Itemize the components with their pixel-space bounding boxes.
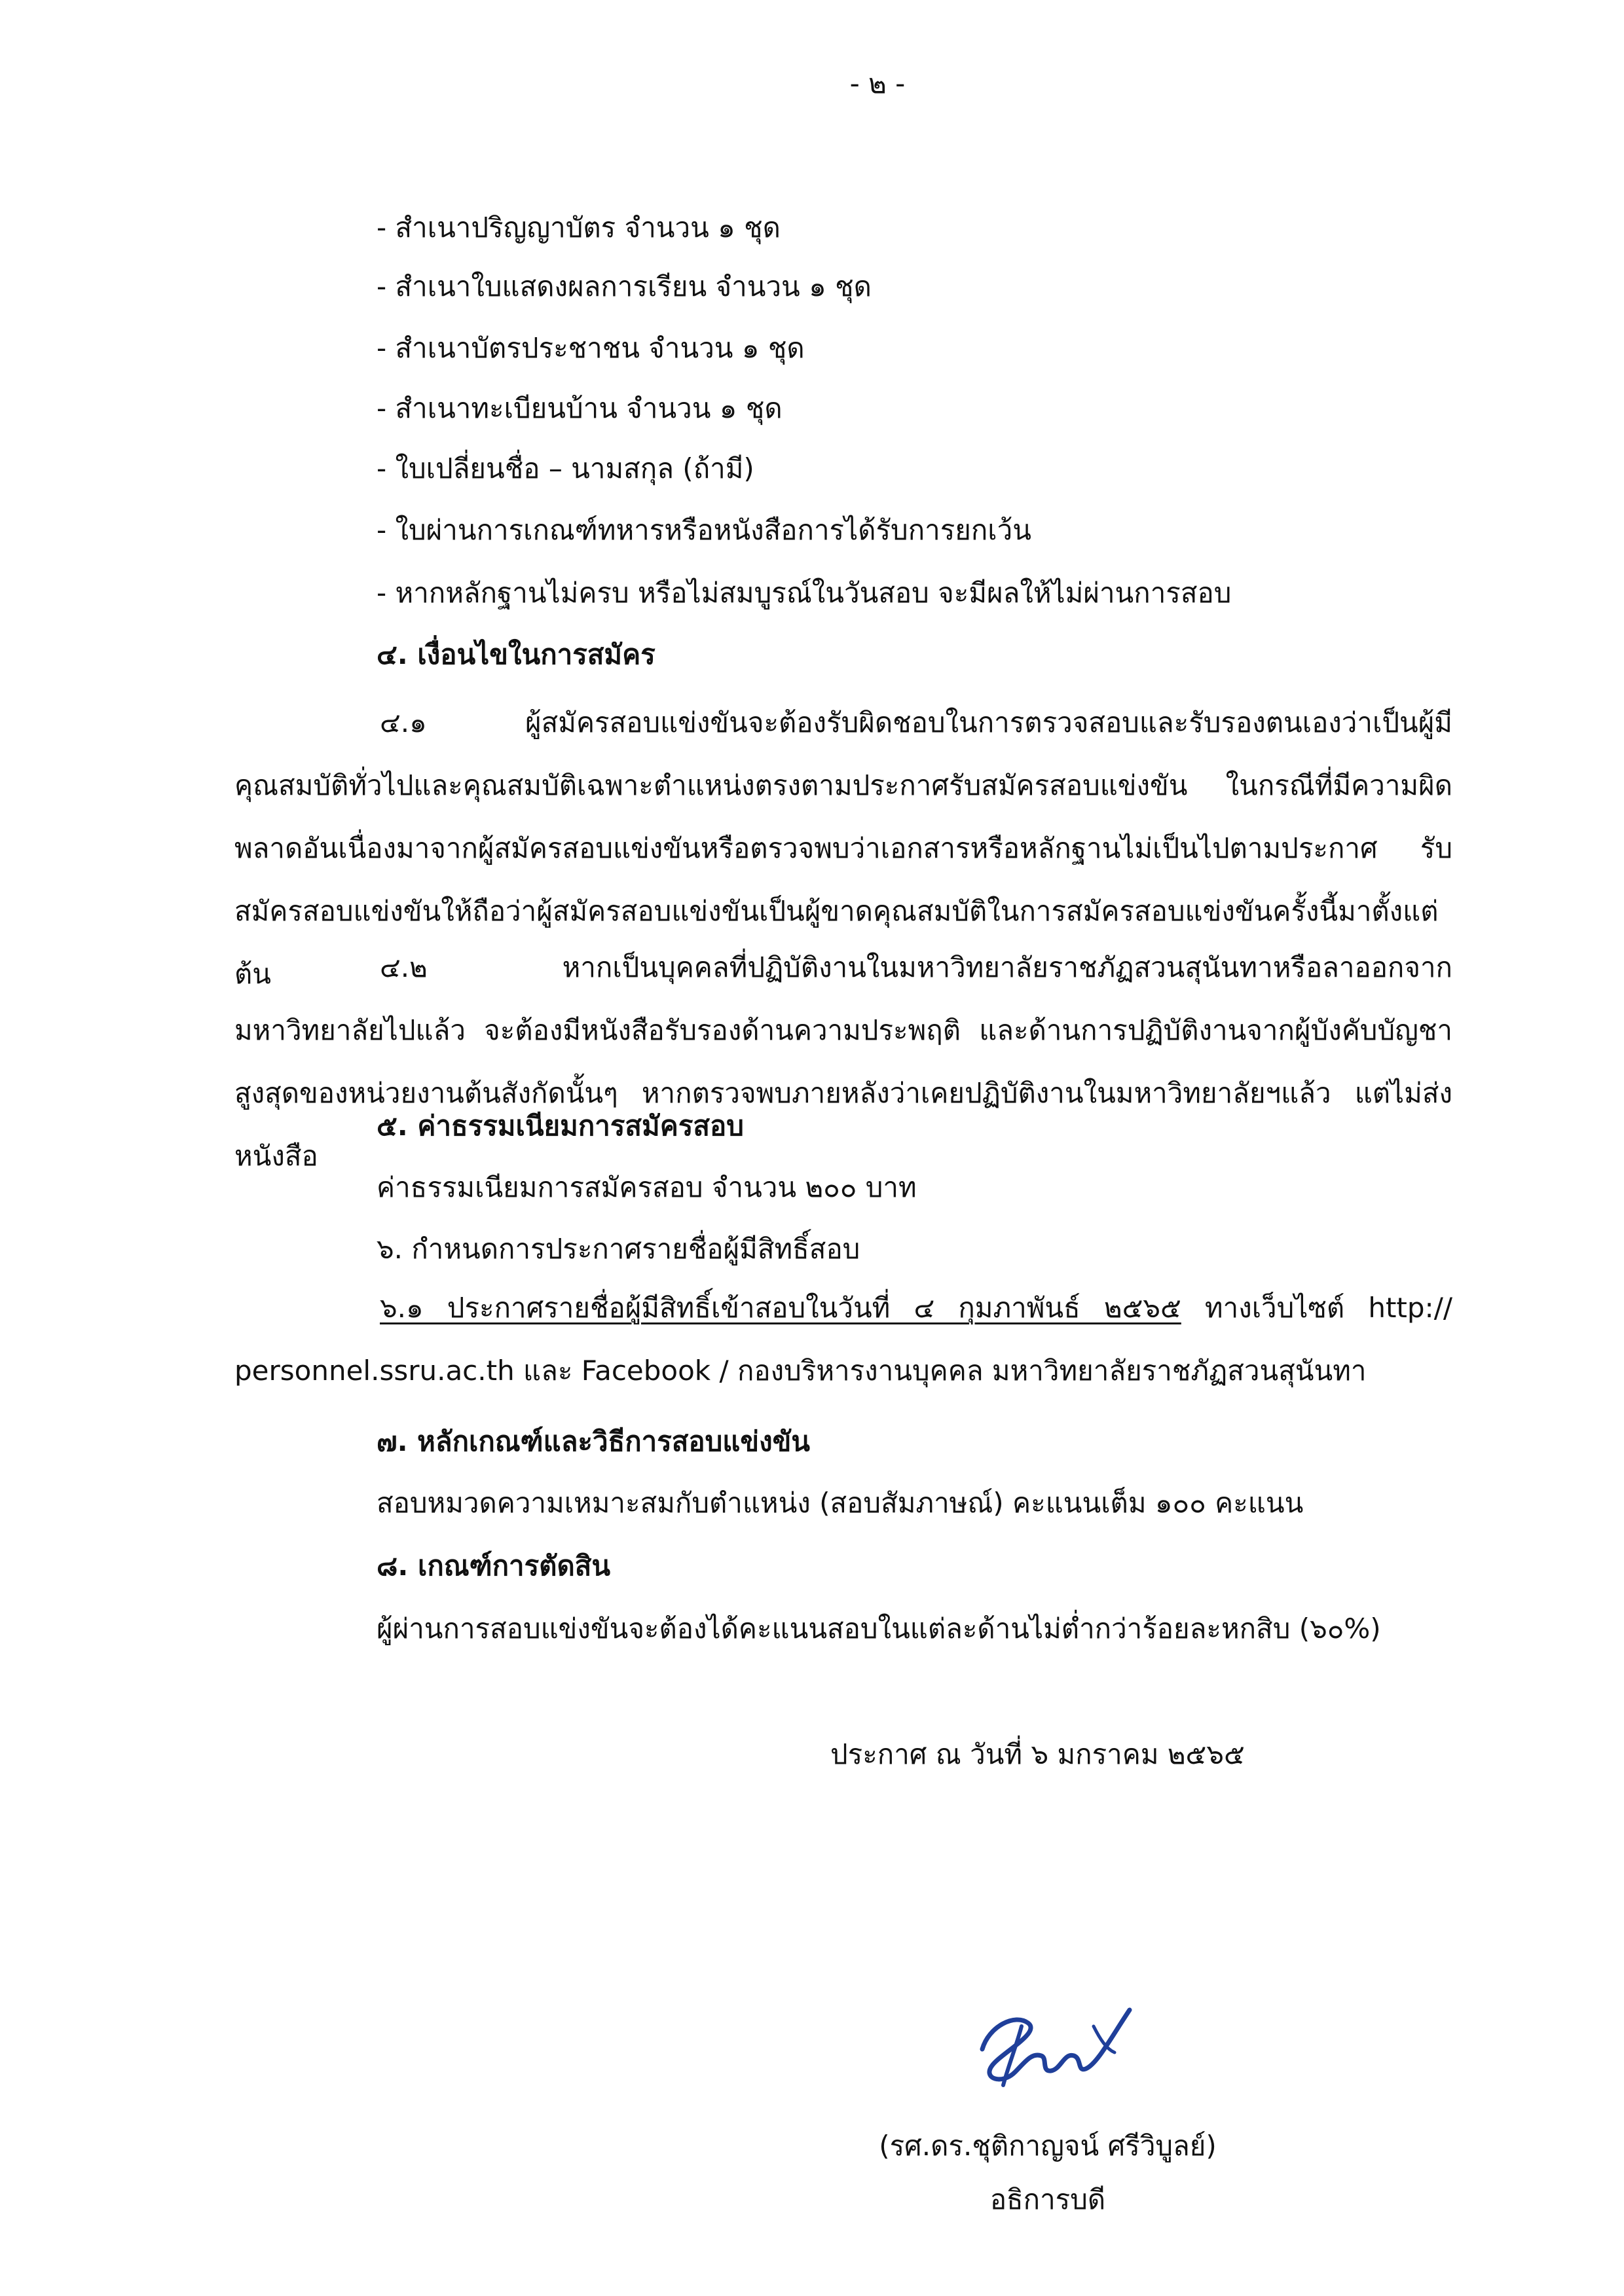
section-7-text: สอบหมวดความเหมาะสมกับตำแหน่ง (สอบสัมภาษณ์) คะแนนเต็ม ๑๐๐ คะแนน [377,1487,1304,1519]
list-item: - สำเนาปริญญาบัตร จำนวน ๑ ชุด [377,211,781,244]
section-5-heading: ๕. ค่าธรรมเนียมการสมัครสอบ [377,1110,744,1142]
list-item: - ใบเปลี่ยนชื่อ – นามสกุล (ถ้ามี) [377,452,754,484]
signer-title: อธิการบดี [989,2183,1106,2215]
announcement-date-underlined: ๖.๑ ประกาศรายชื่อผู้มีสิทธิ์เข้าสอบในวันที่ ๔ กุมภาพันธ์ ๒๕๖๕ [380,1292,1181,1324]
section-5-text: ค่าธรรมเนียมการสมัครสอบ จำนวน ๒๐๐ บาท [377,1171,917,1203]
list-item: - ใบผ่านการเกณฑ์ทหารหรือหนังสือการได้รับการยกเว้น [377,514,1031,546]
section-8-text: ผู้ผ่านการสอบแข่งขันจะต้องได้คะแนนสอบในแต่ละด้านไม่ต่ำกว่าร้อยละหกสิบ (๖๐%) [377,1613,1381,1645]
list-item: - สำเนาทะเบียนบ้าน จำนวน ๑ ชุด [377,392,783,424]
page-number: - ๒ - [849,67,906,100]
list-item: - สำเนาใบแสดงผลการเรียน จำนวน ๑ ชุด [377,270,872,302]
list-item: - สำเนาบัตรประชาชน จำนวน ๑ ชุด [377,332,805,364]
section-4-heading: ๔. เงื่อนไขในการสมัคร [377,638,655,670]
section-4-paragraph-2: ๔.๒ หากเป็นบุคคลที่ปฏิบัติงานในมหาวิทยาลัยราชภัฏสวนสุนันทาหรือลาออกจากมหาวิทยาลัยไปแล้ว จะต้องมีหนังสือรับรองด้านความประพฤติ และด้านการปฏิบัติงานจากผู้บังคับบัญชา สูงสุดของหน่วยงานต้นสังกัดนั้นๆ หากตรวจพบภายหลังว่าเคยปฏิบัติงานในมหาวิทยาลัยฯแล้ว แต่ไม่ส่งหนังสือ [234,951,1452,1172]
section-6-heading: ๖. กำหนดการประกาศรายชื่อผู้มีสิทธิ์สอบ [377,1233,860,1265]
signer-name: (รศ.ดร.ชุติกาญจน์ ศรีวิบูลย์) [879,2130,1217,2162]
section-8-heading: ๘. เกณฑ์การตัดสิน [377,1550,611,1582]
section-7-heading: ๗. หลักเกณฑ์และวิธีการสอบแข่งขัน [377,1425,811,1457]
section-6-paragraph: ๖.๑ ประกาศรายชื่อผู้มีสิทธิ์เข้าสอบในวันที่ ๔ กุมภาพันธ์ ๒๕๖๕ ทางเว็บไซต์ http:// personnel.ssru.ac.th และ Facebook / กองบริหารงานบุคคล มหาวิทยาลัยราชภัฏสวนสุนันทา [234,1292,1452,1387]
signature-image [943,1987,1159,2105]
list-item: - หากหลักฐานไม่ครบ หรือไม่สมบูรณ์ในวันสอบ จะมีผลให้ไม่ผ่านการสอบ [377,577,1232,609]
signature-stroke [982,2010,1130,2079]
announcement-date: ประกาศ ณ วันที่ ๖ มกราคม ๒๕๖๕ [830,1738,1245,1770]
section-4-paragraph-1: ๔.๑ ผู้สมัครสอบแข่งขันจะต้องรับผิดชอบในการตรวจสอบและรับรองตนเองว่าเป็นผู้มีคุณสมบัติทั่วไปและคุณสมบัติเฉพาะตำแหน่งตรงตามประกาศรับสมัครสอบแข่งขัน ในกรณีที่มีความผิดพลาดอันเนื่องมาจากผู้สมัครสอบแข่งขันหรือตรวจพบว่าเอกสารหรือหลักฐานไม่เป็นไปตามประกาศ รับสมัครสอบแข่งขันให้ถือว่าผู้สมัครสอบแข่งขันเป็นผู้ขาดคุณสมบัติในการสมัครสอบแข่งขันครั้งนี้มาตั้งแต่ต้น [234,706,1452,990]
